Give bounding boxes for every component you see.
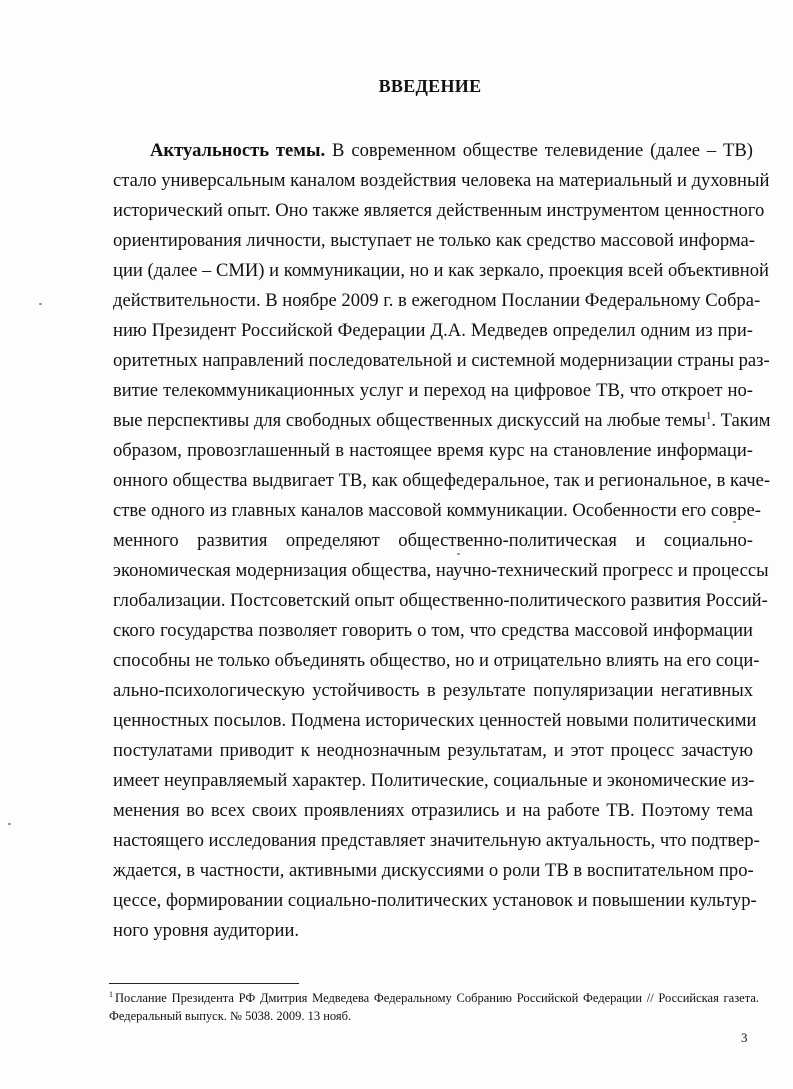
paragraph-line-text: вые перспективы для свободных общественных дискуссий на любые темы — [113, 410, 706, 431]
scan-speck — [39, 303, 42, 305]
paragraph-line — [113, 136, 753, 166]
body-paragraph — [113, 136, 771, 946]
footnote-text: Послание Президента РФ Дмитрия Медведева Федеральному Собранию Российской Федерации // Российская газета. Федеральный выпуск. № 5038. 2009. 13 нояб. — [109, 991, 759, 1023]
paragraph-line: онного общества выдвигает ТВ, как общефедеральное, так и региональное, в каче- — [113, 470, 771, 491]
scan-speck — [733, 521, 736, 523]
paragraph-line: ждается, в частности, активными дискуссиями о роли ТВ в воспитательном про- — [113, 860, 754, 881]
footnote-reference: 1 — [705, 409, 712, 422]
paragraph-line: менения во всех своих проявлениях отразились и на работе ТВ. Поэтому тема — [113, 800, 753, 821]
paragraph-line — [113, 406, 771, 436]
paragraph-line: настоящего исследования представляет значительную актуальность, что подтвер- — [113, 830, 760, 851]
page-number: 3 — [741, 1030, 748, 1045]
paragraph-line: нию Президент Российской Федерации Д.А. Медведев определил одним из при- — [113, 320, 753, 341]
paragraph-line: менного развития определяют общественно-политическая и социально- — [113, 530, 753, 551]
paragraph-line: стве одного из главных каналов массовой коммуникации. Особенности его совре- — [113, 500, 761, 521]
paragraph-line: витие телекоммуникационных услуг и переход на цифровое ТВ, что откроет но- — [113, 380, 753, 401]
paragraph-line: исторический опыт. Оно также является действенным инструментом ценностного — [113, 200, 765, 221]
footnote-mark: 1 — [109, 989, 113, 999]
paragraph-line: ценностных посылов. Подмена исторических ценностей новыми политическими — [113, 710, 757, 731]
paragraph-line: имеет неуправляемый характер. Политические, социальные и экономические из- — [113, 770, 755, 791]
paragraph-line: ного уровня аудитории. — [113, 920, 300, 941]
paragraph-line: ского государства позволяет говорить о том, что средства массовой информации — [113, 620, 753, 641]
page-heading: ВВЕДЕНИЕ — [378, 76, 482, 96]
paragraph-line: ориентирования личности, выступает не только как средство массовой информа- — [113, 230, 756, 251]
paragraph-line: стало универсальным каналом воздействия человека на материальный и духовный — [113, 170, 770, 191]
scan-speck — [457, 553, 460, 555]
paragraph-line: действительности. В ноябре 2009 г. в ежегодном Послании Федеральному Собра- — [113, 290, 761, 311]
paragraph-line-text: В современном обществе телевидение (далее – ТВ) — [325, 140, 754, 161]
paragraph-line: постулатами приводит к неоднозначным результатам, и этот процесс зачастую — [113, 740, 753, 761]
paragraph-line: цессе, формировании социально-политических установок и повышении культур- — [113, 890, 757, 911]
scan-speck — [8, 823, 11, 825]
footnote — [109, 989, 759, 1025]
paragraph-line: оритетных направлений последовательной и системной модернизации страны раз- — [113, 350, 770, 371]
paragraph-line: образом, провозглашенный в настоящее время курс на становление информаци- — [113, 440, 753, 461]
paragraph-line: ции (далее – СМИ) и коммуникации, но и как зеркало, проекция всей объективной — [113, 260, 769, 281]
lead-phrase: Актуальность темы. — [150, 140, 326, 161]
paragraph-line: глобализации. Постсоветский опыт общественно-политического развития Россий- — [113, 590, 768, 611]
paragraph-line: экономическая модернизация общества, научно-технический прогресс и процессы — [113, 560, 769, 581]
paragraph-line: способны не только объединять общество, но и отрицательно влиять на его соци- — [113, 650, 760, 671]
footnote-divider — [109, 983, 299, 984]
paragraph-line-text: . Таким — [711, 410, 771, 431]
paragraph-line: ально-психологическую устойчивость в результате популяризации негативных — [113, 680, 753, 701]
